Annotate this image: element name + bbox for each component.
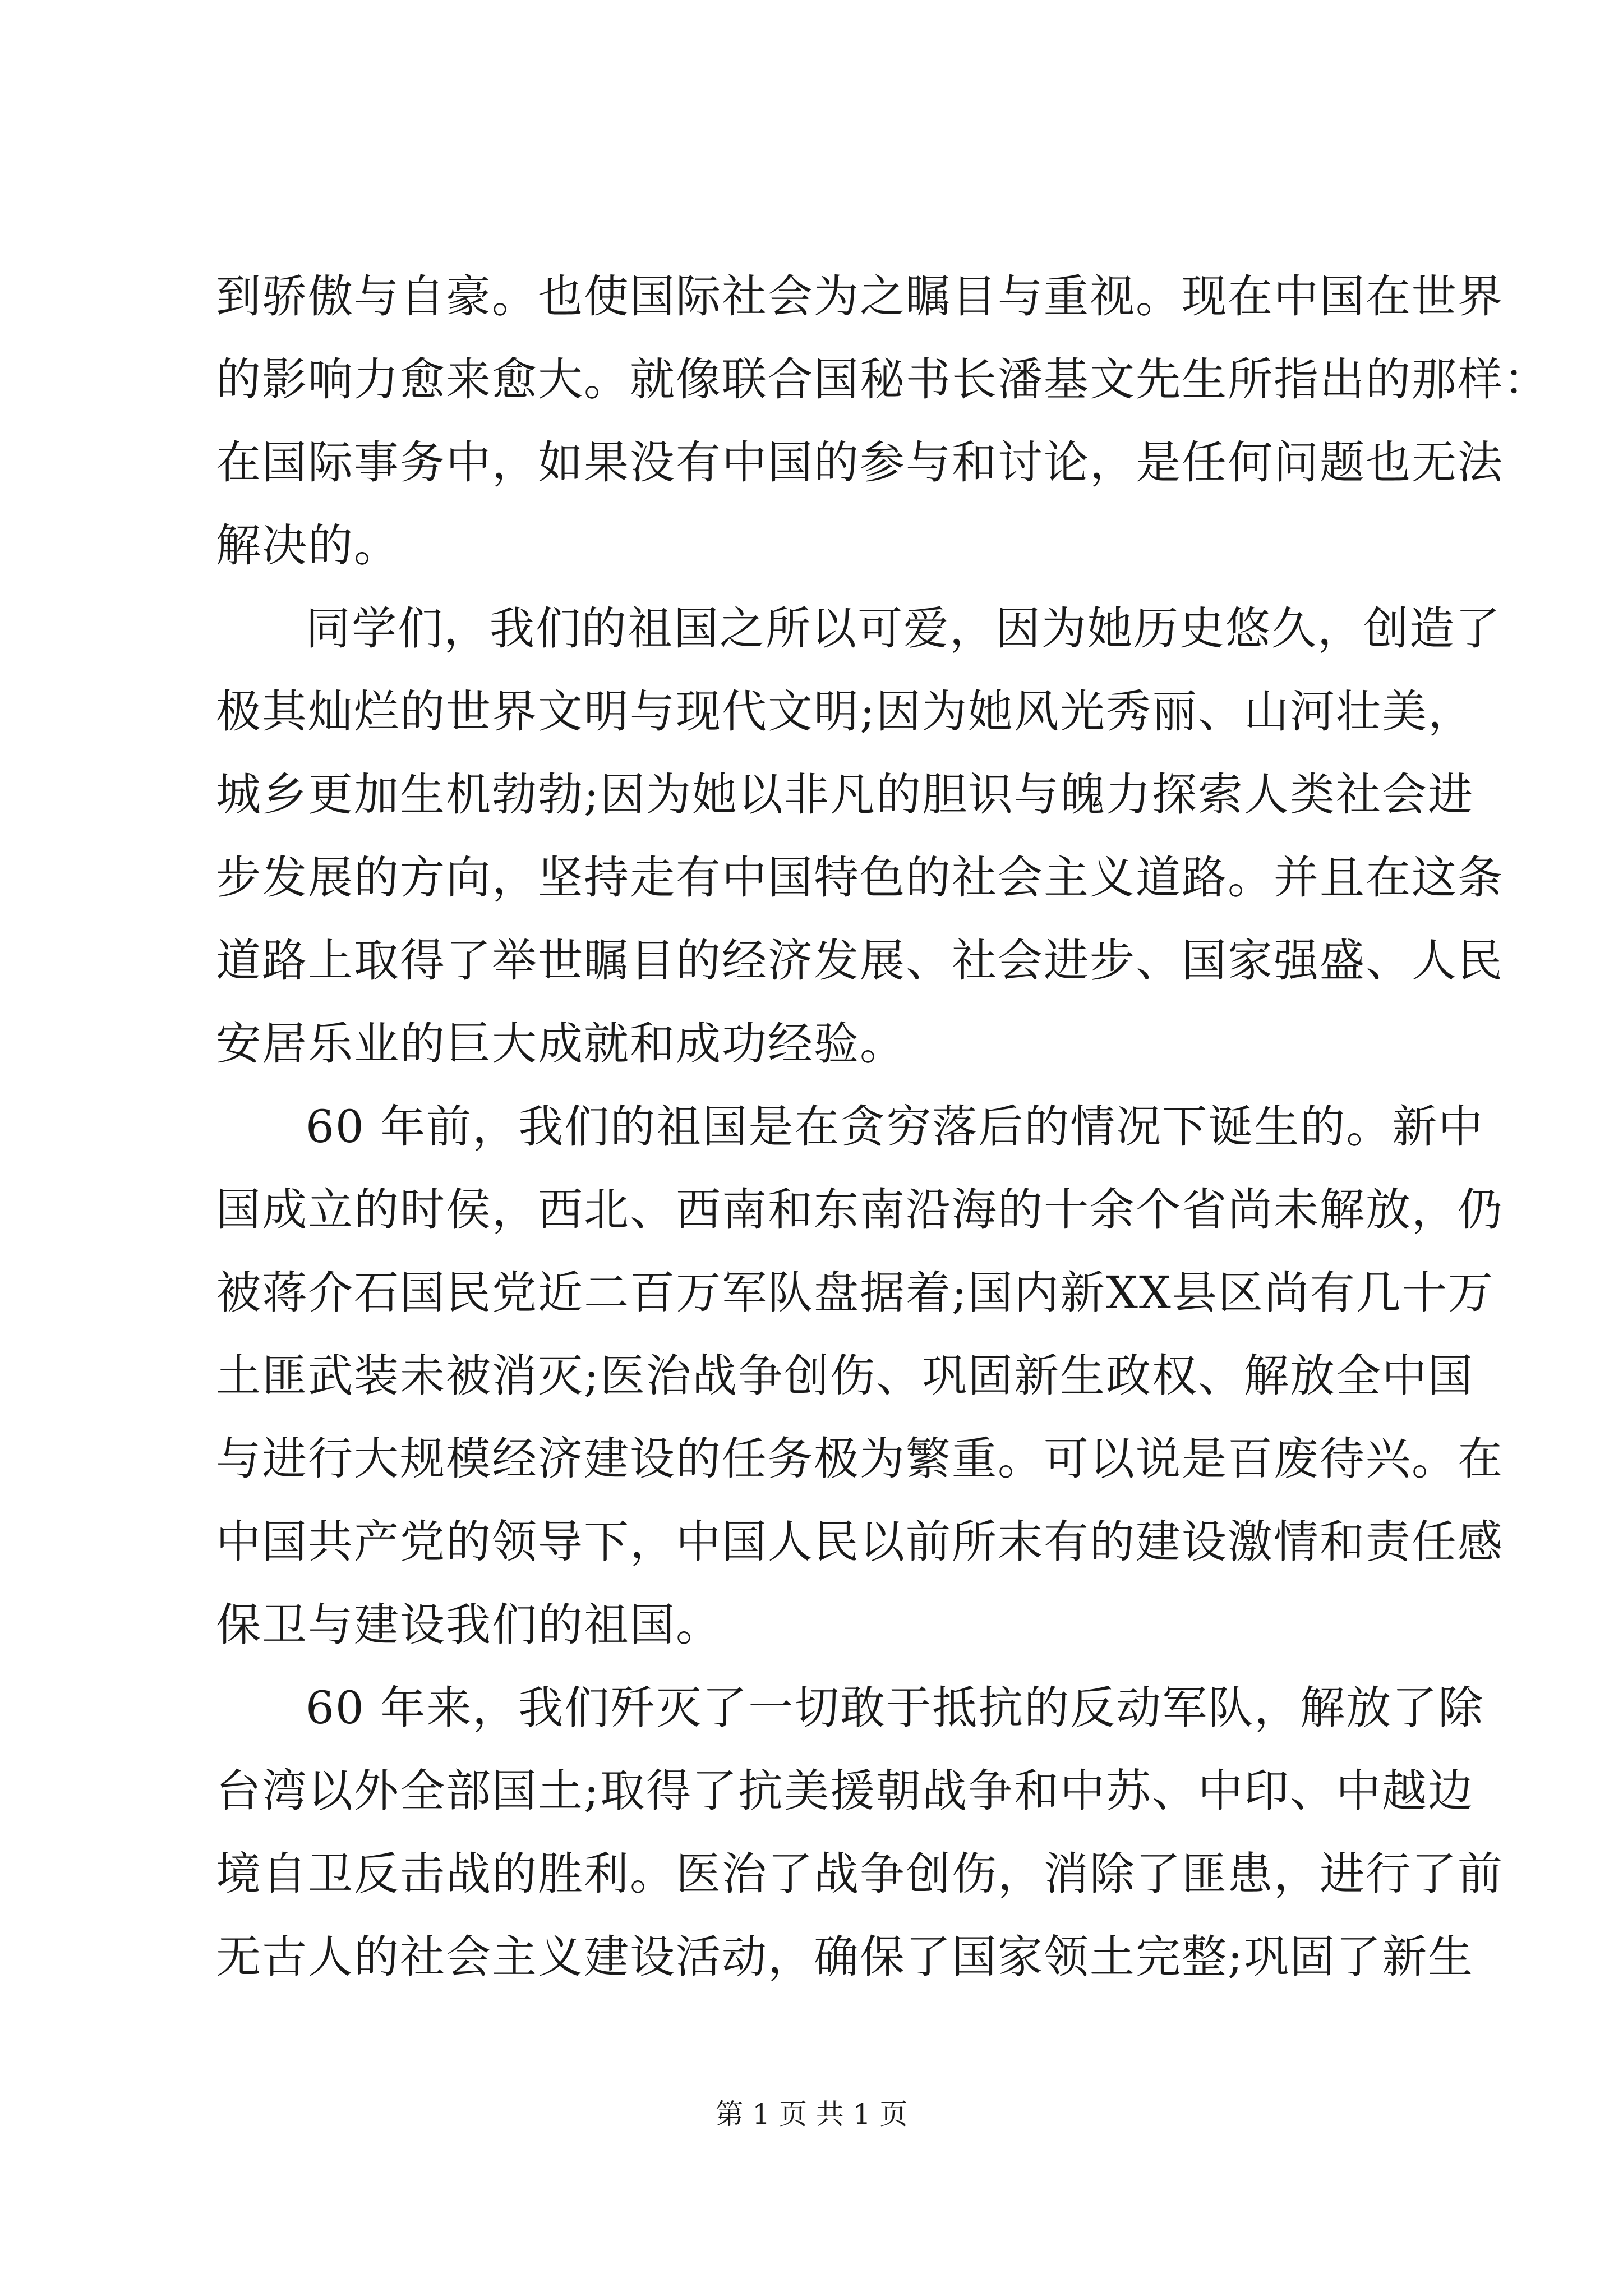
text-line: 土匪武装未被消灭;医治战争创伤、巩固新生政权、解放全中国 bbox=[216, 1350, 1474, 1402]
text-line: 城乡更加生机勃勃;因为她以非凡的胆识与魄力探索人类社会进 bbox=[216, 769, 1474, 821]
text-line: 被蒋介石国民党近二百万军队盘据着;国内新XX县区尚有几十万 bbox=[216, 1267, 1494, 1319]
text-line: 与进行大规模经济建设的任务极为繁重。可以说是百废待兴。在 bbox=[216, 1433, 1504, 1485]
text-line: 解决的。 bbox=[216, 519, 400, 572]
text-line: 步发展的方向，坚持走有中国特色的社会主义道路。并且在这条 bbox=[216, 852, 1504, 904]
text-line: 的影响力愈来愈大。就像联合国秘书长潘基文先生所指出的那样： bbox=[216, 353, 1550, 406]
text-line: 保卫与建设我们的祖国。 bbox=[216, 1599, 722, 1651]
page-number-label: 第 1 页 共 1 页 bbox=[715, 2098, 908, 2131]
text-line: 极其灿烂的世界文明与现代文明;因为她风光秀丽、山河壮美， bbox=[216, 685, 1474, 738]
text-line: 中国共产党的领导下，中国人民以前所末有的建设激情和责任感 bbox=[216, 1516, 1504, 1568]
text-line: 台湾以外全部国土;取得了抗美援朝战争和中苏、中印、中越边 bbox=[216, 1765, 1474, 1817]
text-line: 国成立的时侯，西北、西南和东南沿海的十余个省尚未解放，仍 bbox=[216, 1184, 1504, 1236]
text-line: 无古人的社会主义建设活动，确保了国家领土完整;巩固了新生 bbox=[216, 1931, 1474, 1983]
text-line: 60 年前，我们的祖国是在贪穷落后的情况下诞生的。新中 bbox=[306, 1101, 1484, 1153]
text-line: 在国际事务中，如果没有中国的参与和讨论，是任何问题也无法 bbox=[216, 436, 1504, 489]
text-line: 同学们，我们的祖国之所以可爱，因为她历史悠久，创造了 bbox=[306, 602, 1501, 655]
text-line: 道路上取得了举世瞩目的经济发展、社会进步、国家强盛、人民 bbox=[216, 935, 1504, 987]
text-line: 境自卫反击战的胜利。医治了战争创伤，消除了匪患，进行了前 bbox=[216, 1848, 1504, 1900]
body-text bbox=[216, 255, 1550, 1999]
text-line: 到骄傲与自豪。也使国际社会为之瞩目与重视。现在中国在世界 bbox=[216, 270, 1504, 323]
page-footer bbox=[0, 2095, 1623, 2134]
text-line: 安居乐业的巨大成就和成功经验。 bbox=[216, 1018, 906, 1070]
text-line: 60 年来，我们歼灭了一切敢于抵抗的反动军队，解放了除 bbox=[306, 1682, 1484, 1734]
